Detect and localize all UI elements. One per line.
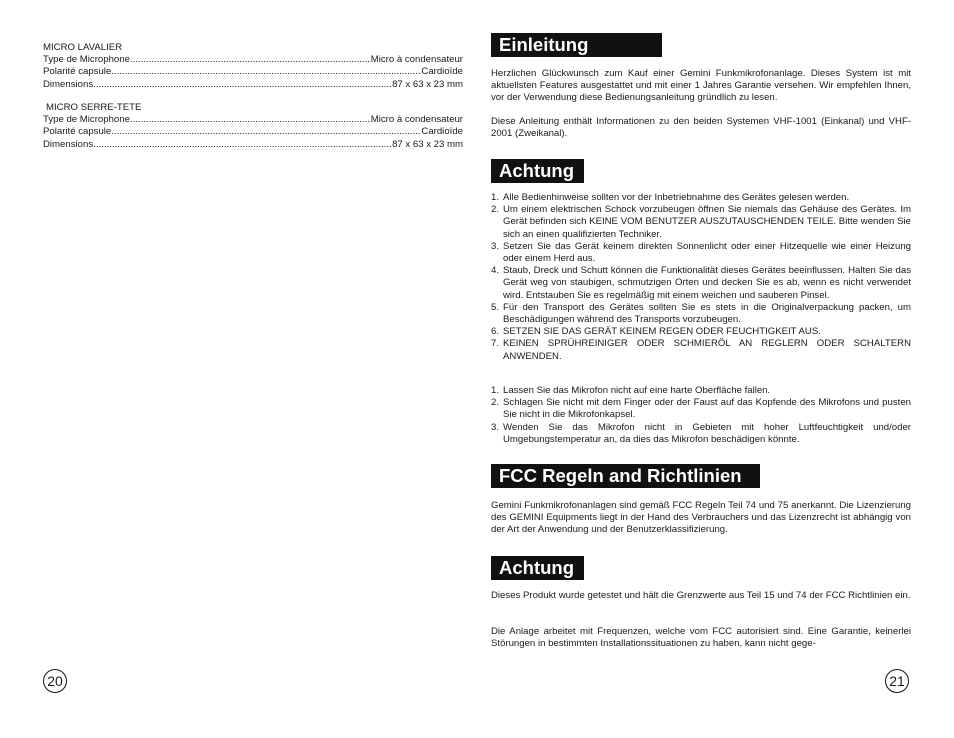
page-number-right: 21 xyxy=(885,669,909,693)
list-item xyxy=(491,302,911,326)
spec-label: Type de Microphone xyxy=(43,54,130,66)
list-number: 2. xyxy=(491,204,500,216)
spec-value: Micro à condensateur xyxy=(370,54,463,66)
list-number: 3. xyxy=(491,240,500,252)
spec-row-polarity xyxy=(43,126,463,138)
achtung-paragraph-2 xyxy=(491,626,911,650)
spec-block-micro-serre-tete xyxy=(43,102,463,151)
paragraph-text: Herzlichen Glückwunsch zum Kauf einer Gemini Funkmikrofonanlage. Dieses System ist mit aktuellsten Features ausgestattet und mit einer 1 Jahres Garantie versehen. Wir empfehlen Ihnen, vor der Verwendung diese Bedienungsanleitung gründlich zu lesen. xyxy=(491,68,911,104)
einleitung-paragraph-1 xyxy=(491,68,911,105)
section-heading-achtung-2: Achtung xyxy=(491,556,584,580)
list-number: 1. xyxy=(491,192,500,203)
list-number: 7. xyxy=(491,338,500,350)
leader-dots xyxy=(111,66,421,78)
achtung-list-microphone xyxy=(491,385,911,446)
spec-label: Dimensions xyxy=(43,78,94,90)
list-item xyxy=(491,241,911,265)
list-text: SETZEN SIE DAS GERÄT KEINEM REGEN ODER FEUCHTIGKEIT AUS. xyxy=(503,326,821,338)
spec-value: 87 x 63 x 23 mm xyxy=(392,78,463,90)
achtung-list-general xyxy=(491,192,911,363)
spec-block-micro-lavalier xyxy=(43,42,463,91)
section-heading-fcc: FCC Regeln and Richtlinien xyxy=(491,464,760,488)
spec-label: Type de Microphone xyxy=(43,114,130,126)
leader-dots xyxy=(93,139,392,151)
spec-row-dimensions xyxy=(43,139,463,151)
paragraph-text: Die Anlage arbeitet mit Frequenzen, welche vom FCC autorisiert sind. Eine Garantie, keinerlei Störungen in bestimmten Installationssituationen zu haben, kann nicht gege- xyxy=(491,626,911,650)
list-text: Um einem elektrischen Schock vorzubeugen öffnen Sie niemals das Gehäuse des Gerätes. Im Gerät befinden sich KEINE VOM BENUTZER AUSZUTAUSCHENDEN TEILE. Bitte wenden Sie sich an einen qualifizierten Techniker. xyxy=(503,204,911,240)
spec-title: MICRO LAVALIER xyxy=(43,42,123,53)
list-number: 4. xyxy=(491,265,500,277)
list-number: 5. xyxy=(491,301,500,313)
leader-dots xyxy=(93,79,392,91)
list-text: KEINEN SPRÜHREINIGER ODER SCHMIERÖL AN REGLERN ODER SCHALTERN ANWENDEN. xyxy=(503,338,911,362)
fcc-paragraph xyxy=(491,500,911,537)
list-item xyxy=(491,422,911,446)
list-item xyxy=(491,265,911,302)
spec-row-dimensions xyxy=(43,79,463,91)
paragraph-text: Dieses Produkt wurde getestet und hält die Grenzwerte aus Teil 15 und 74 der FCC Richtlinien ein. xyxy=(491,590,911,601)
list-item xyxy=(491,204,911,241)
list-text: Alle Bedienhinweise sollten vor der Inbetriebnahme des Gerätes gelesen werden. xyxy=(503,192,850,203)
spec-label: Dimensions xyxy=(43,138,94,150)
list-text: Schlagen Sie nicht mit dem Finger oder der Faust auf das Kopfende des Mikrofons und pusten Sie nicht in die Mikrofonkapsel. xyxy=(503,397,911,421)
list-text: Staub, Dreck und Schutt können die Funktionalität dieses Gerätes beeinflussen. Halten Sie das Gerät weg von staubigen, schmutzigen Orten und decken Sie es ab, wenn es nicht verwendet wird. Entstauben Sie es regelmäßig mit einem weichen und sauberen Pinsel. xyxy=(503,265,911,301)
spec-label: Polarité capsule xyxy=(43,66,112,78)
spec-value: Micro à condensateur xyxy=(370,114,463,126)
list-number: 3. xyxy=(491,421,500,433)
einleitung-paragraph-2 xyxy=(491,116,911,140)
leader-dots xyxy=(130,114,371,126)
leader-dots xyxy=(130,54,371,66)
section-heading-achtung: Achtung xyxy=(491,159,584,183)
list-number: 6. xyxy=(491,326,500,338)
list-number: 1. xyxy=(491,385,500,396)
list-item xyxy=(491,397,911,421)
list-text: Lassen Sie das Mikrofon nicht auf eine harte Oberfläche fallen. xyxy=(503,385,771,396)
spec-value: 87 x 63 x 23 mm xyxy=(392,138,463,150)
list-number: 2. xyxy=(491,397,500,409)
list-text: Wenden Sie das Mikrofon nicht in Gebieten mit hoher Luftfeuchtigkeit und/oder Umgebungstemperatur an, da dies das Mikrofon beschädigen könnte. xyxy=(503,421,911,445)
list-item xyxy=(491,192,911,204)
section-heading-einleitung: Einleitung xyxy=(491,33,662,57)
leader-dots xyxy=(111,126,421,138)
list-item xyxy=(491,338,911,362)
spec-title: MICRO SERRE-TETE xyxy=(46,102,142,113)
achtung-paragraph-1 xyxy=(491,590,911,602)
list-text: Für den Transport des Gerätes sollten Sie es stets in die Originalverpackung packen, um Beschädigungen während des Transports vorzubeugen. xyxy=(503,301,911,326)
spec-row-polarity xyxy=(43,66,463,78)
spec-value: Cardioïde xyxy=(421,126,463,138)
page-number-left: 20 xyxy=(43,669,67,693)
list-item xyxy=(491,326,911,338)
spec-label: Polarité capsule xyxy=(43,126,112,138)
paragraph-text: Diese Anleitung enthält Informationen zu den beiden Systemen VHF-1001 (Einkanal) und VHF-2001 (Zweikanal). xyxy=(491,116,911,140)
list-item xyxy=(491,385,911,397)
paragraph-text: Gemini Funkmikrofonanlagen sind gemäß FCC Regeln Teil 74 und 75 anerkannt. Die Lizenzierung des GEMINI Equipments liegt in der Hand des Verbrauchers und das Lizenzrecht ist abhängig von der Art der Anwendung und der Benutzerklassifizierung. xyxy=(491,500,911,536)
spec-value: Cardioïde xyxy=(421,66,463,78)
spec-row-microphone-type xyxy=(43,114,463,126)
spec-row-microphone-type xyxy=(43,54,463,66)
list-text: Setzen Sie das Gerät keinem direkten Sonnenlicht oder einer Hitzequelle wie einer Heizung oder einem Herd aus. xyxy=(503,240,911,265)
